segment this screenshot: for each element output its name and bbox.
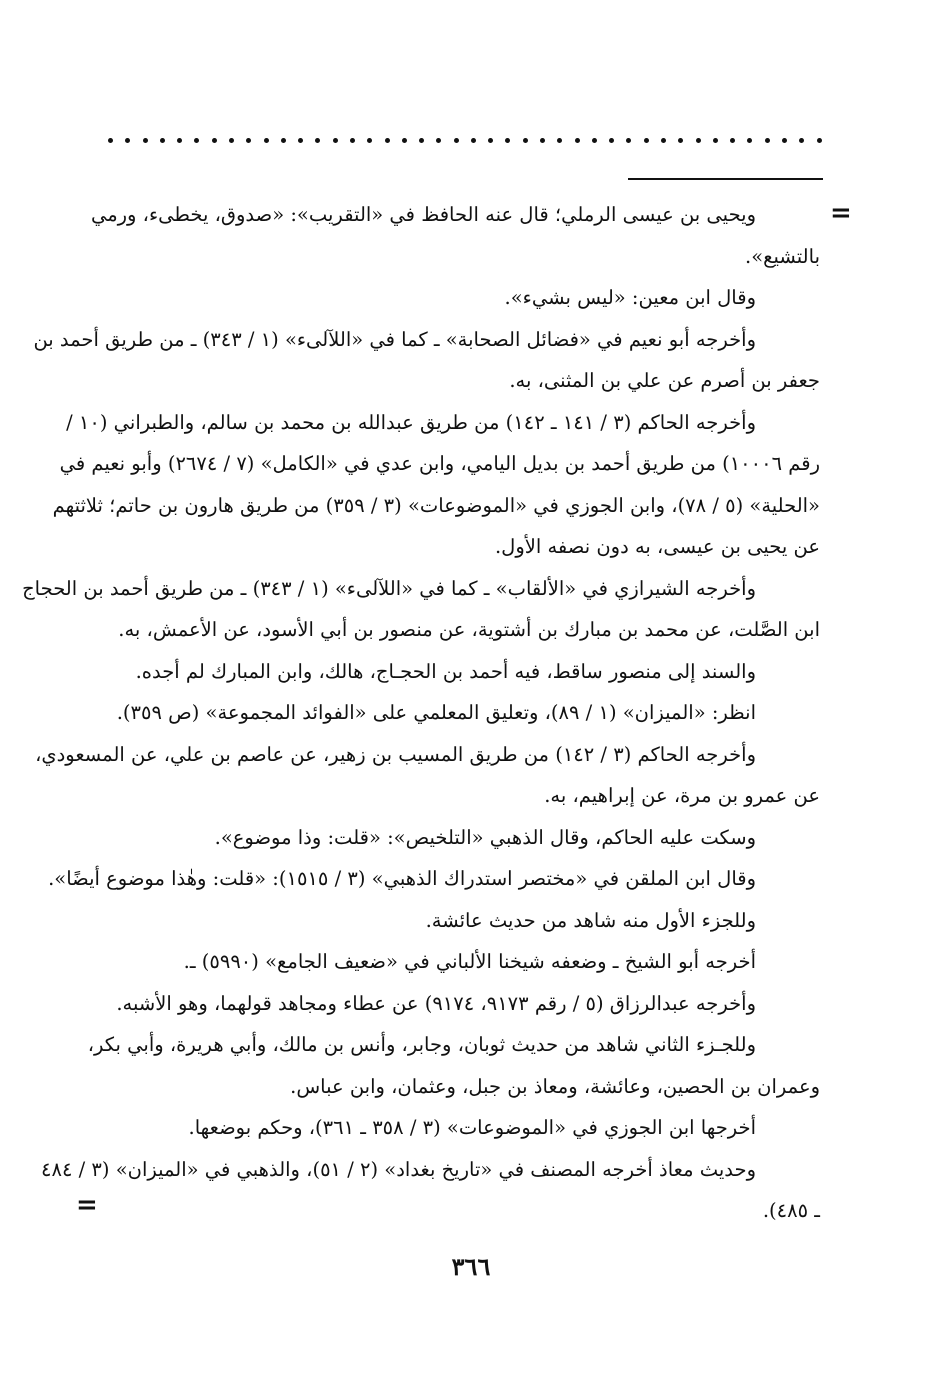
separator-dot — [609, 138, 614, 143]
page-number: ٣٦٦ — [451, 1252, 491, 1281]
separator-dot — [298, 138, 303, 143]
footnote-rule — [628, 178, 823, 180]
separator-dot — [419, 138, 424, 143]
text-line: وعمران بن الحصين، وعائشة، ومعاذ بن جبل، وعثمان، وابن عباس. — [290, 1074, 820, 1098]
text-line: وسكت عليه الحاكم، وقال الذهبي «التلخيص»: «قلت: وذا موضوع». — [214, 825, 756, 849]
separator-dot — [575, 138, 580, 143]
separator-dot — [799, 138, 804, 143]
separator-dot — [713, 138, 718, 143]
separator-dot — [747, 138, 752, 143]
separator-dot — [661, 138, 666, 143]
text-line: وللجزء الأول منه شاهد من حديث عائشة. — [425, 908, 756, 932]
separator-dot — [281, 138, 286, 143]
separator-dot — [592, 138, 597, 143]
separator-dot — [125, 138, 130, 143]
separator-dot — [454, 138, 459, 143]
continuation-mark-bottom: = — [76, 1190, 98, 1220]
separator-dot — [333, 138, 338, 143]
separator-dot — [367, 138, 372, 143]
text-line: عن يحيى بن عيسى، به دون نصفه الأول. — [494, 535, 820, 558]
separator-dot — [177, 138, 182, 143]
separator-dot — [436, 138, 441, 143]
separator-dot — [626, 138, 631, 143]
separator-dot — [402, 138, 407, 143]
text-line: بالتشيع». — [745, 244, 820, 268]
separator-dot — [765, 138, 770, 143]
separator-dot — [505, 138, 510, 143]
footnote-text — [22, 194, 820, 1232]
separator-dot — [385, 138, 390, 143]
separator-dot — [557, 138, 562, 143]
separator-dot — [212, 138, 217, 143]
text-line: أخرجه أبو الشيخ ـ وضعفه شيخنا الألباني في «ضعيف الجامع» (٥٩٩٠) ـ. — [183, 950, 756, 973]
text-line: وأخرجه أبو نعيم في «فضائل الصحابة» ـ كما في «اللآلىء» (١ / ٣٤٣) ـ من طريق أحمد بن — [33, 327, 756, 351]
text-line: وأخرجه عبدالرزاق (٥ / رقم ٩١٧٣، ٩١٧٤) عن عطاء ومجاهد قولهما، وهو الأشبه. — [116, 991, 756, 1015]
text-line: وقال ابن معين: «ليس بشيء». — [504, 286, 756, 309]
text-line: ويحيى بن عيسى الرملي؛ قال عنه الحافظ في «التقريب»: «صدوق، يخطىء، ورمي — [90, 203, 756, 226]
text-line: رقم ١٠٠٠٦) من طريق أحمد بن بديل اليامي، وابن عدي في «الكامل» (٧ / ٢٦٧٤) وأبو نعيم في — [59, 452, 820, 475]
separator-dot — [523, 138, 528, 143]
text-line: جعفر بن أصرم عن علي بن المثنى، به. — [509, 369, 820, 392]
separator-dot — [540, 138, 545, 143]
separator-dot — [246, 138, 251, 143]
separator-dot — [108, 138, 113, 143]
text-line: وأخرجه الحاكم (٣ / ١٤٢) من طريق المسيب بن زهير، عن عاصم بن علي، عن المسعودي، — [35, 742, 756, 766]
text-line: وحديث معاذ أخرجه المصنف في «تاريخ بغداد» (٢ / ٥١)، والذهبي في «الميزان» (٣ / ٤٨٤ — [41, 1157, 756, 1181]
text-line: وللجـزء الثاني شاهد من حديث ثوبان، وجابر، وأنس بن مالك، وأبي هريرة، وأبي بكر، — [87, 1033, 756, 1056]
separator-dot — [229, 138, 234, 143]
text-line: والسند إلى منصور ساقط، فيه أحمد بن الحجـاج، هالك، وابن المبارك لم أجده. — [135, 659, 756, 683]
separator-dot — [264, 138, 269, 143]
separator-dot — [696, 138, 701, 143]
text-line: عن عمرو بن مرة، عن إبراهيم، به. — [544, 784, 820, 807]
text-line: وأخرجه الحاكم (٣ / ١٤١ ـ ١٤٢) من طريق عبدالله بن محمد بن سالم، والطبراني (١٠ / — [66, 410, 756, 434]
text-line: «الحلية» (٥ / ٧٨)، وابن الجوزي في «الموضوعات» (٣ / ٣٥٩) من طريق هارون بن حاتم؛ ثلاثتهم — [52, 493, 820, 517]
text-line: وأخرجه الشيرازي في «الألقاب» ـ كما في «اللآلىء» (١ / ٣٤٣) ـ من طريق أحمد بن الحجاج — [22, 576, 756, 600]
text-line: انظر: «الميزان» (١ / ٨٩)، وتعليق المعلمي على «الفوائد المجموعة» (ص ٣٥٩). — [116, 701, 756, 724]
separator-dot — [194, 138, 199, 143]
text-line: وقال ابن الملقن في «مختصر استدراك الذهبي» (٣ / ١٥١٥): «قلت: وهٰذا موضوع أيضًا». — [48, 867, 756, 890]
header-dotted-separator — [108, 138, 822, 143]
separator-dot — [471, 138, 476, 143]
text-line: أخرجها ابن الجوزي في «الموضوعات» (٣ / ٣٥٨ ـ ٣٦١)، وحكم بوضعها. — [188, 1116, 756, 1139]
separator-dot — [730, 138, 735, 143]
separator-dot — [143, 138, 148, 143]
continuation-mark-top: = — [830, 198, 852, 228]
separator-dot — [488, 138, 493, 143]
separator-dot — [160, 138, 165, 143]
separator-dot — [782, 138, 787, 143]
separator-dot — [817, 138, 822, 143]
separator-dot — [644, 138, 649, 143]
separator-dot — [350, 138, 355, 143]
text-line: ابن الصَّلت، عن محمد بن مبارك بن أشتوية، عن منصور بن أبي الأسود، عن الأعمش، به. — [118, 618, 820, 641]
separator-dot — [315, 138, 320, 143]
separator-dot — [678, 138, 683, 143]
text-line: ـ ٤٨٥). — [762, 1199, 820, 1222]
